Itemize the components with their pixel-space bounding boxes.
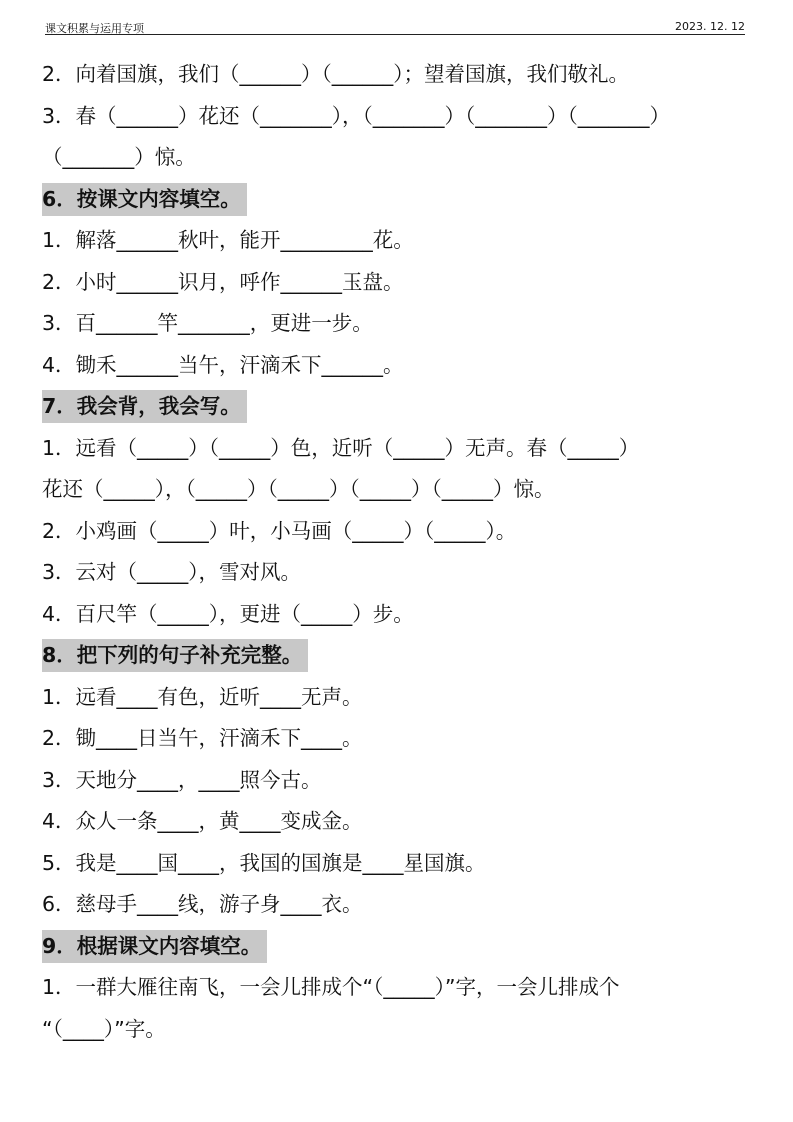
exercise-line: 4．百尺竿（_____），更进（_____）步。 — [42, 601, 414, 626]
section-heading: 9．根据课文内容填空。 — [42, 930, 267, 963]
exercise-line: 2．锄____日当午，汗滴禾下____。 — [42, 726, 363, 750]
exercise-line: 3．春（______）花还（_______），（_______）（_______）（_______） — [42, 103, 671, 128]
exercise-line: 2．小时______识月，呼作______玉盘。 — [42, 269, 404, 294]
exercise-line: 3．百______竿_______，更进一步。 — [42, 311, 373, 335]
exercise-line: 1．解落______秋叶，能开_________花。 — [42, 228, 414, 252]
worksheet-content — [42, 54, 757, 1050]
section-heading-row — [42, 926, 757, 968]
exercise-line: 6．慈母手____线，游子身____衣。 — [42, 892, 363, 916]
section-heading: 8．把下列的句子补充完整。 — [42, 639, 308, 672]
header-title: 课文积累与运用专项 — [45, 22, 144, 35]
exercise-line: 3．天地分____，____照今古。 — [42, 767, 322, 792]
exercise-line: 1．一群大雁往南飞，一会儿排成个“（_____）”字，一会儿排成个 — [42, 975, 620, 999]
section-heading-row — [42, 386, 757, 428]
page-header — [45, 18, 745, 35]
header-date: 2023. 12. 12 — [675, 20, 745, 33]
section-heading-row — [42, 179, 757, 221]
exercise-line: 2．向着国旗，我们（______）（______）；望着国旗，我们敬礼。 — [42, 62, 630, 86]
section-heading: 7．我会背，我会写。 — [42, 390, 247, 423]
section-heading-row — [42, 635, 757, 677]
exercise-line: 4．众人一条____，黄____变成金。 — [42, 809, 363, 833]
section-heading: 6．按课文内容填空。 — [42, 183, 247, 216]
exercise-line: （_______）惊。 — [42, 145, 196, 169]
exercise-line: 1．远看____有色，近听____无声。 — [42, 684, 363, 709]
exercise-line: 4．锄禾______当午，汗滴禾下______。 — [42, 352, 404, 377]
exercise-line: 1．远看（_____）（_____）色，近听（_____）无声。春（_____） — [42, 435, 640, 460]
exercise-line: 2．小鸡画（_____）叶，小马画（_____）（_____）。 — [42, 518, 517, 543]
exercise-line: “（____）”字。 — [42, 1016, 166, 1041]
exercise-line: 5．我是____国____，我国的国旗是____星国旗。 — [42, 850, 486, 875]
exercise-line: 花还（_____），（_____）（_____）（_____）（_____）惊。 — [42, 477, 555, 501]
exercise-line: 3．云对（_____），雪对风。 — [42, 560, 302, 584]
